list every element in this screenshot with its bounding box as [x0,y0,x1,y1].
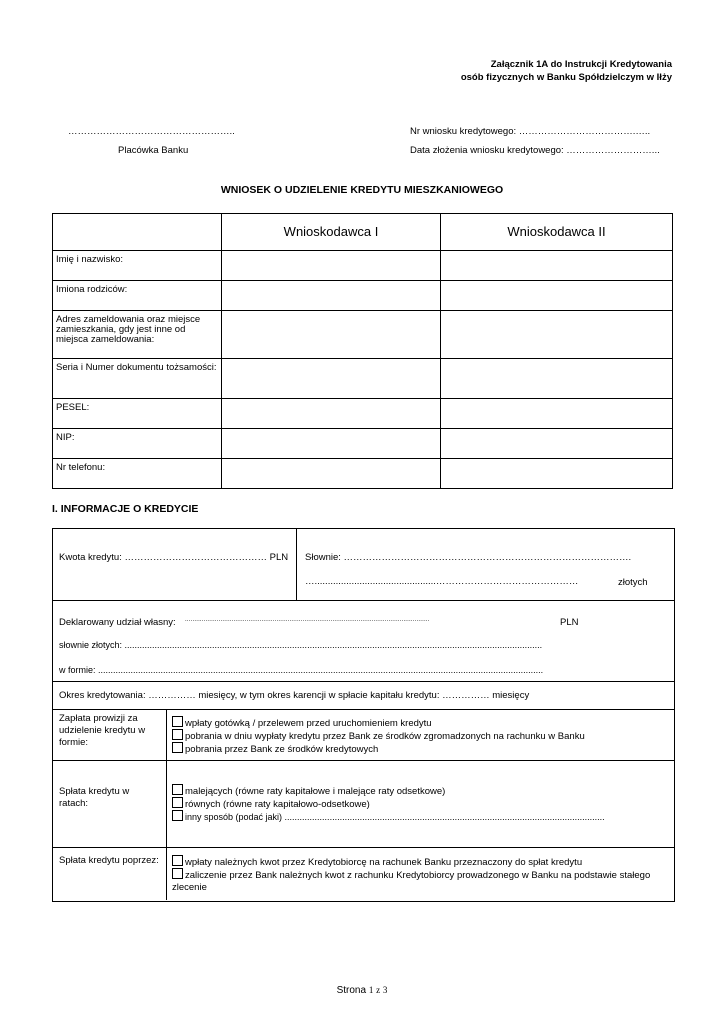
commission-option[interactable]: pobrania przez Bank ze środków kredytowych [172,742,378,756]
input-cell[interactable] [222,359,441,399]
own-share-label: Deklarowany udział własny: [59,617,176,628]
input-cell[interactable] [222,399,441,429]
page-number: 1 [368,985,374,995]
page-label: Strona [336,985,367,996]
row-label: Imiona rodziców: [53,281,222,311]
corner-cell [53,214,222,251]
divider [52,600,674,601]
applicant-2-header: Wnioskodawca II [441,214,673,251]
own-share-unit: PLN [560,617,579,628]
amount-in-words-continued[interactable]: …..............................................……………………………………… [305,576,579,587]
document-title: WNIOSEK O UDZIELENIE KREDYTU MIESZKANIOWEGO [220,184,504,196]
row-label: PESEL: [53,399,222,429]
attachment-header [461,58,672,84]
commission-label: Zapłata prowizji za udzielenie kredytu w formie: [59,713,146,748]
input-cell[interactable] [441,251,673,281]
row-label: Seria i Numer dokumentu tożsamości: [53,359,222,399]
input-cell[interactable] [441,281,673,311]
repayment-label: Spłata kredytu w ratach: [59,786,130,809]
repayment-method-option[interactable]: wpłaty należnych kwot przez Kredytobiorcę na rachunek Banku przeznaczony do spłat kredytu [172,855,582,869]
table-row [53,311,673,359]
own-share-field[interactable]: ................................................................................................................................... [185,617,430,623]
own-share-form-field[interactable]: w formie: .................................................................................................................................................................................. [59,665,544,675]
row-label: Imię i nazwisko: [53,251,222,281]
section-credit-title: I. INFORMACJE O KREDYCIE [52,503,199,515]
page-total: 3 [382,985,388,995]
row-label: NIP: [53,429,222,459]
input-cell[interactable] [441,359,673,399]
page-footer [0,985,724,996]
input-cell[interactable] [222,311,441,359]
table-row [53,281,673,311]
checkbox[interactable] [172,742,183,753]
checkbox[interactable] [172,868,183,879]
divider [52,709,674,710]
table-row [53,399,673,429]
repayment-option[interactable]: równych (równe raty kapitałowo-odsetkowe) [172,797,370,811]
row-label: Adres zameldowania oraz miejsce zamieszkania, gdy jest inne od miejsca zameldowania: [53,311,222,359]
row-label: Nr telefonu: [53,459,222,489]
input-cell[interactable] [441,429,673,459]
applicant-1-header: Wnioskodawca I [222,214,441,251]
divider [52,760,674,761]
checkbox[interactable] [172,716,183,727]
own-share-words-field[interactable]: słownie złotych: ....................................................................................................................................................................... [59,640,543,650]
input-cell[interactable] [222,251,441,281]
branch-field[interactable]: …………………………………………….. [68,126,235,137]
branch-label: Placówka Banku [118,145,189,156]
header-line-1: Załącznik 1A do Instrukcji Kredytowania [490,59,672,70]
divider [52,681,674,682]
application-number-field[interactable]: Nr wniosku kredytowego: ……………………………….….. [410,126,651,137]
checkbox[interactable] [172,797,183,808]
checkbox[interactable] [172,784,183,795]
credit-amount-field[interactable]: Kwota kredytu: ……………………………………… PLN [59,552,289,563]
input-cell[interactable] [222,459,441,489]
checkbox[interactable] [172,855,183,866]
amount-unit: złotych [618,577,648,588]
header-line-2: osób fizycznych w Banku Spółdzielczym w Iłży [460,72,672,83]
divider [52,847,674,848]
table-row [53,459,673,489]
checkbox[interactable] [172,810,183,821]
amount-in-words-field[interactable]: Słownie: ………………………………………………………………………………. [305,552,632,563]
input-cell[interactable] [441,399,673,429]
commission-option[interactable]: wpłaty gotówką / przelewem przed uruchomieniem kredytu [172,716,432,730]
application-date-field[interactable]: Data złożenia wniosku kredytowego: ………………………... [410,145,660,156]
repayment-option[interactable]: malejących (równe raty kapitałowe i malejące raty odsetkowe) [172,784,445,798]
applicants-table [52,213,673,489]
input-cell[interactable] [222,281,441,311]
input-cell[interactable] [441,459,673,489]
repayment-option[interactable]: inny sposób (podać jaki) ................................................................................................................................ [172,810,605,823]
input-cell[interactable] [222,429,441,459]
commission-option[interactable]: pobrania w dniu wypłaty kredytu przez Bank ze środków zgromadzonych na rachunku w Banku [172,729,585,743]
page-of: z [376,985,381,995]
divider [166,709,167,900]
table-row [53,251,673,281]
input-cell[interactable] [441,311,673,359]
table-row [53,359,673,399]
divider [296,528,297,600]
repayment-method-option[interactable]: zaliczenie przez Bank należnych kwot z rachunku Kredytobiorcy prowadzonego w Banku na podstawie stałego zlecenie [172,870,651,893]
table-row [53,429,673,459]
repayment-method-label: Spłata kredytu poprzez: [59,855,159,866]
checkbox[interactable] [172,729,183,740]
credit-period-field[interactable]: Okres kredytowania: …………… miesięcy, w tym okres karencji w spłacie kapitału kredytu: …………… miesięcy [59,690,530,701]
